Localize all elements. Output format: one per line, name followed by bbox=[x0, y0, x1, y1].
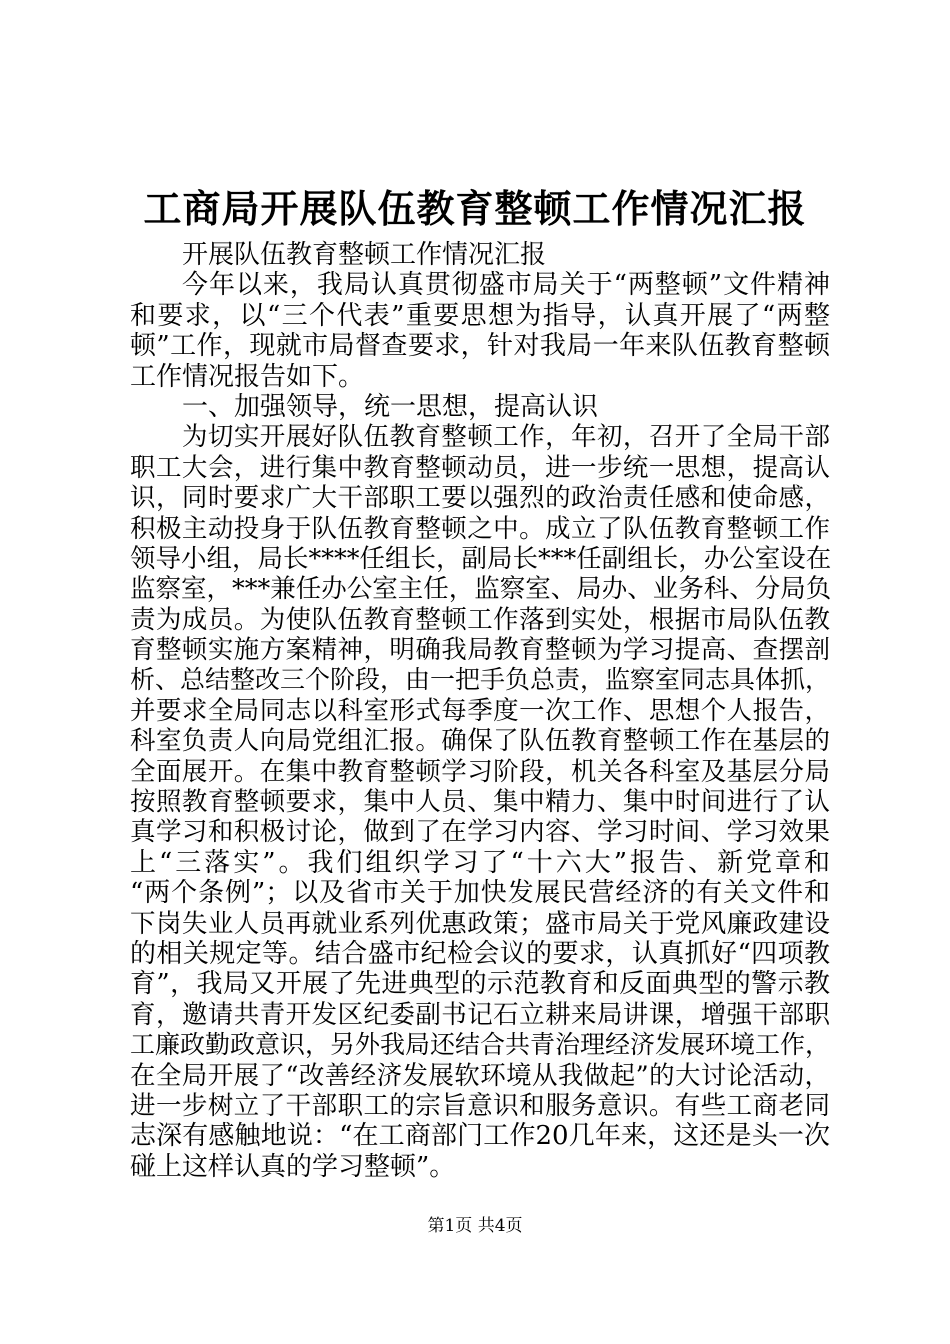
text-line: 工廉政勤政意识，另外我局还结合共青治理经济发展环境工作， bbox=[130, 1030, 831, 1060]
text-line: 领导小组，局长****任组长，副局长***任副组长，办公室设在 bbox=[130, 543, 832, 574]
text-line: 真学习和积极讨论，做到了在学习内容、学习时间、学习效果 bbox=[130, 817, 830, 848]
text-line: 全面展开。在集中教育整顿学习阶段，机关各科室及基层分局 bbox=[130, 756, 830, 787]
text-line: 今年以来，我局认真贯彻盛市局关于“两整顿”文件精神 bbox=[182, 270, 830, 301]
text-line: 碰上这样认真的学习整顿”。 bbox=[130, 1151, 456, 1182]
text-line: 志深有感触地说：“在工商部门工作20几年来，这还是头一次 bbox=[130, 1121, 830, 1152]
text-line: 和要求，以“三个代表”重要思想为指导，认真开展了“两整 bbox=[130, 300, 830, 331]
text-line: 析、总结整改三个阶段，由一把手负总责，监察室同志具体抓， bbox=[130, 665, 831, 695]
text-line: 积极主动投身于队伍教育整顿之中。成立了队伍教育整顿工作 bbox=[130, 513, 830, 544]
text-line: 科室负责人向局党组汇报。确保了队伍教育整顿工作在基层的 bbox=[130, 726, 830, 757]
text-line: 下岗失业人员再就业系列优惠政策；盛市局关于党风廉政建设 bbox=[130, 908, 830, 939]
text-line: 进一步树立了干部职工的宗旨意识和服务意识。有些工商老同 bbox=[130, 1090, 830, 1121]
text-line: 责为成员。为使队伍教育整顿工作落到实处，根据市局队伍教 bbox=[130, 604, 830, 635]
text-line: 工作情况报告如下。 bbox=[130, 361, 365, 392]
text-line: 识，同时要求广大干部职工要以强烈的政治责任感和使命感， bbox=[130, 483, 830, 514]
text-line: 开展队伍教育整顿工作情况汇报 bbox=[182, 240, 547, 270]
text-line: 育”，我局又开展了先进典型的示范教育和反面典型的警示教 bbox=[130, 969, 830, 1000]
text-line: “两个条例”；以及省市关于加快发展民营经济的有关文件和 bbox=[130, 878, 830, 909]
text-line: 上“三落实”。我们组织学习了“十六大”报告、新党章和 bbox=[130, 847, 830, 878]
text-line: 育整顿实施方案精神，明确我局教育整顿为学习提高、查摆剖 bbox=[130, 635, 830, 666]
text-line: 育，邀请共青开发区纪委副书记石立耕来局讲课，增强干部职 bbox=[130, 999, 830, 1030]
document-body bbox=[130, 240, 830, 1182]
text-line: 为切实开展好队伍教育整顿工作，年初，召开了全局干部 bbox=[182, 422, 830, 453]
text-line: 的相关规定等。结合盛市纪检会议的要求，认真抓好“四项教 bbox=[130, 938, 830, 969]
text-line: 职工大会，进行集中教育整顿动员，进一步统一思想，提高认 bbox=[130, 452, 830, 483]
text-line: 并要求全局同志以科室形式每季度一次工作、思想个人报告， bbox=[130, 695, 830, 726]
text-line: 顿”工作，现就市局督查要求，针对我局一年来队伍教育整顿 bbox=[130, 331, 830, 362]
text-line: 按照教育整顿要求，集中人员、集中精力、集中时间进行了认 bbox=[130, 787, 830, 818]
text-line: 在全局开展了“改善经济发展软环境从我做起”的大讨论活动， bbox=[130, 1060, 830, 1091]
text-line: 监察室，***兼任办公室主任，监察室、局办、业务科、分局负 bbox=[130, 574, 832, 605]
text-line: 一、加强领导，统一思想，提高认识 bbox=[182, 391, 599, 422]
page-footer: 第1页 共4页 bbox=[427, 1216, 523, 1236]
document-title: 工商局开展队伍教育整顿工作情况汇报 bbox=[143, 186, 807, 231]
